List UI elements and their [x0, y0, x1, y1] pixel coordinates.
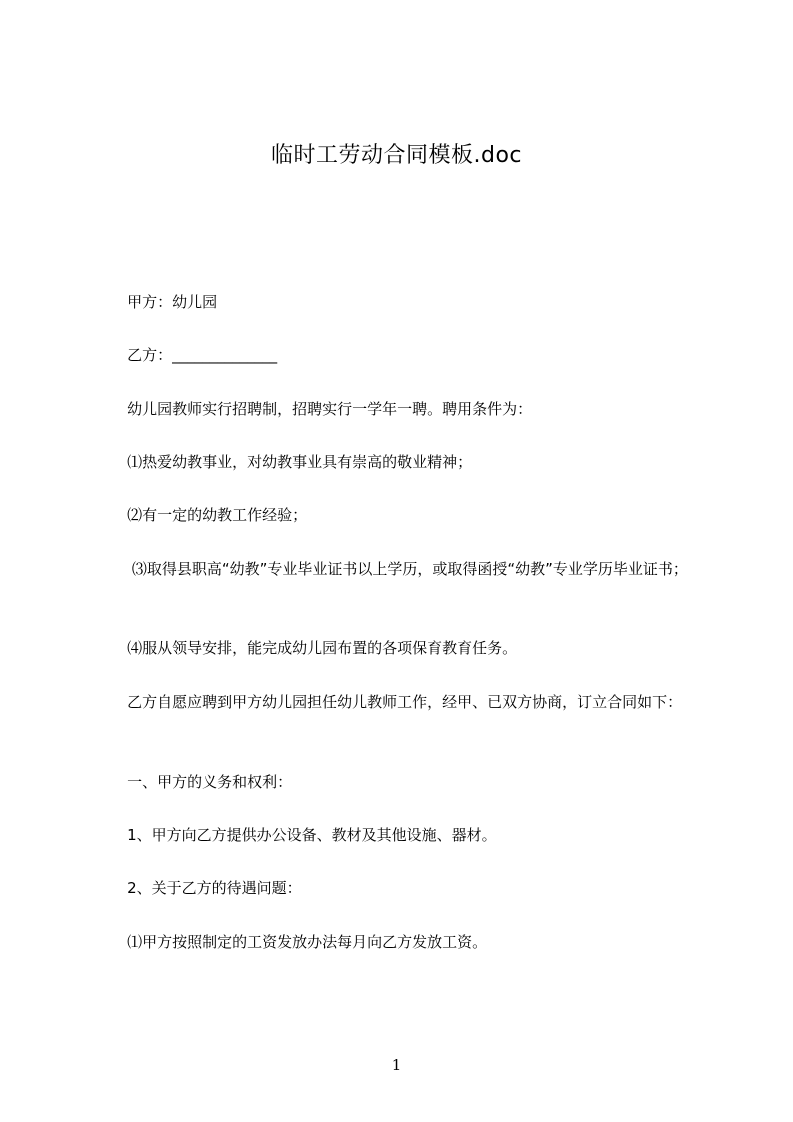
item-1: 1、甲方向乙方提供办公设备、教材及其他设施、器材。	[108, 826, 497, 844]
party-a-line: 甲方：幼儿园	[108, 293, 218, 311]
condition-1: ⑴热爱幼教事业，对幼教事业具有崇高的敬业精神；	[108, 453, 473, 471]
agreement-paragraph: 乙方自愿应聘到甲方幼儿园担任幼儿教师工作，经甲、已双方协商，订立合同如下：	[108, 693, 683, 711]
item-2-1: ⑴甲方按照制定的工资发放办法每月向乙方发放工资。	[108, 933, 488, 951]
page-number: 1	[391, 1056, 402, 1074]
item-2: 2、关于乙方的待遇问题：	[108, 879, 302, 897]
document-title: 临时工劳动合同模板.doc	[270, 143, 522, 168]
intro-paragraph: 幼儿园教师实行招聘制，招聘实行一学年一聘。聘用条件为：	[108, 400, 533, 418]
section-1-heading: 一、甲方的义务和权利：	[108, 773, 293, 791]
condition-4: ⑷服从领导安排，能完成幼儿园布置的各项保育教育任务。	[108, 639, 518, 657]
party-b-line: 乙方：______________	[108, 346, 278, 364]
condition-2: ⑵有一定的幼教工作经验；	[108, 506, 308, 524]
condition-3: ⑶取得县职高“幼教”专业毕业证书以上学历，或取得函授“幼教”专业学历毕业证书；	[108, 560, 688, 578]
